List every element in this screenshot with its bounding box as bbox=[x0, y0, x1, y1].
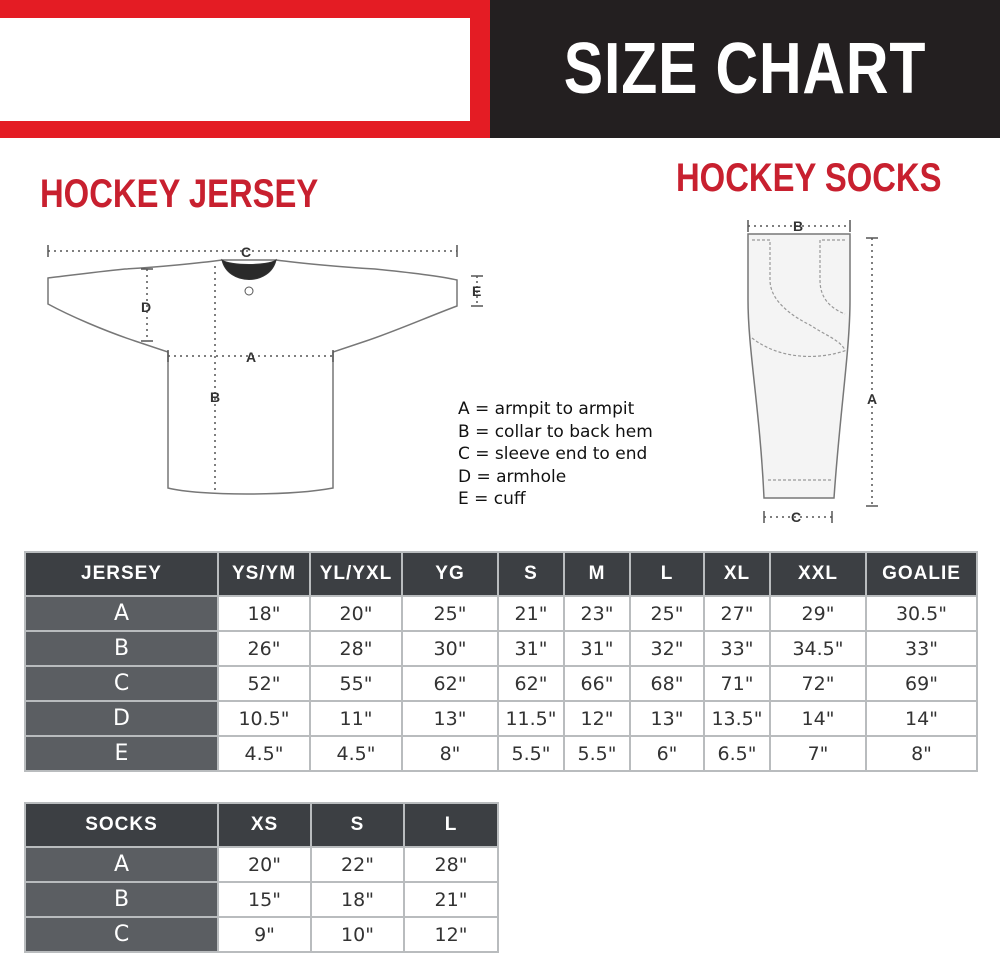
column-header: YL/YXL bbox=[310, 552, 402, 596]
table-cell: 33" bbox=[866, 631, 977, 666]
column-header: YG bbox=[402, 552, 498, 596]
row-label: C bbox=[25, 666, 218, 701]
jersey-size-table bbox=[24, 551, 978, 772]
table-cell: 68" bbox=[630, 666, 704, 701]
table-cell: 29" bbox=[770, 596, 866, 631]
row-label: A bbox=[25, 596, 218, 631]
table-cell: 71" bbox=[704, 666, 770, 701]
measurement-legend bbox=[458, 398, 653, 511]
table-cell: 31" bbox=[498, 631, 564, 666]
table-cell: 18" bbox=[311, 882, 404, 917]
table-cell: 5.5" bbox=[498, 736, 564, 771]
column-header: YS/YM bbox=[218, 552, 310, 596]
table-cell: 8" bbox=[866, 736, 977, 771]
column-header: L bbox=[630, 552, 704, 596]
jersey-label-a: A bbox=[246, 349, 257, 365]
table-cell: 26" bbox=[218, 631, 310, 666]
table-cell: 4.5" bbox=[218, 736, 310, 771]
table-cell: 22" bbox=[311, 847, 404, 882]
table-cell: 28" bbox=[404, 847, 498, 882]
table-row bbox=[25, 701, 977, 736]
table-cell: 13" bbox=[402, 701, 498, 736]
column-header: M bbox=[564, 552, 630, 596]
page-title: SIZE CHART bbox=[563, 29, 927, 109]
table-cell: 12" bbox=[564, 701, 630, 736]
column-header: S bbox=[498, 552, 564, 596]
hockey-jersey-title: HOCKEY JERSEY bbox=[40, 172, 319, 216]
table-row bbox=[25, 666, 977, 701]
table-row bbox=[25, 596, 977, 631]
legend-item: A = armpit to armpit bbox=[458, 399, 635, 419]
table-cell: 23" bbox=[564, 596, 630, 631]
table-cell: 10" bbox=[311, 917, 404, 952]
table-cell: 66" bbox=[564, 666, 630, 701]
table-cell: 62" bbox=[498, 666, 564, 701]
table-row bbox=[25, 631, 977, 666]
socks-label-c: C bbox=[791, 509, 802, 525]
table-cell: 27" bbox=[704, 596, 770, 631]
table-corner-label: SOCKS bbox=[25, 803, 218, 847]
table-cell: 6.5" bbox=[704, 736, 770, 771]
row-label: A bbox=[25, 847, 218, 882]
table-row bbox=[25, 917, 498, 952]
table-cell: 4.5" bbox=[310, 736, 402, 771]
table-cell: 10.5" bbox=[218, 701, 310, 736]
table-cell: 52" bbox=[218, 666, 310, 701]
table-cell: 21" bbox=[404, 882, 498, 917]
jersey-label-d: D bbox=[141, 299, 152, 315]
table-cell: 9" bbox=[218, 917, 311, 952]
table-cell: 28" bbox=[310, 631, 402, 666]
row-label: C bbox=[25, 917, 218, 952]
column-header: XL bbox=[704, 552, 770, 596]
socks-label-b: B bbox=[793, 218, 804, 234]
table-cell: 30.5" bbox=[866, 596, 977, 631]
jersey-outline bbox=[48, 260, 457, 494]
legend-item: D = armhole bbox=[458, 466, 567, 487]
jersey-crest bbox=[245, 287, 253, 295]
table-cell: 8" bbox=[402, 736, 498, 771]
table-cell: 14" bbox=[770, 701, 866, 736]
jersey-label-e: E bbox=[472, 283, 482, 299]
table-cell: 13" bbox=[630, 701, 704, 736]
table-cell: 32" bbox=[630, 631, 704, 666]
column-header: S bbox=[311, 803, 404, 847]
header-blank-box bbox=[0, 18, 470, 121]
table-cell: 21" bbox=[498, 596, 564, 631]
jersey-label-c: C bbox=[241, 244, 252, 260]
table-cell: 72" bbox=[770, 666, 866, 701]
table-cell: 13.5" bbox=[704, 701, 770, 736]
table-cell: 25" bbox=[630, 596, 704, 631]
table-header-row bbox=[25, 552, 977, 596]
hockey-socks-title: HOCKEY SOCKS bbox=[676, 156, 942, 200]
row-label: B bbox=[25, 882, 218, 917]
legend-item: B = collar to back hem bbox=[458, 421, 653, 442]
table-cell: 18" bbox=[218, 596, 310, 631]
table-cell: 31" bbox=[564, 631, 630, 666]
table-cell: 20" bbox=[310, 596, 402, 631]
table-cell: 12" bbox=[404, 917, 498, 952]
table-row bbox=[25, 847, 498, 882]
table-cell: 69" bbox=[866, 666, 977, 701]
socks-label-a: A bbox=[867, 391, 878, 407]
table-cell: 7" bbox=[770, 736, 866, 771]
table-cell: 62" bbox=[402, 666, 498, 701]
jersey-label-b: B bbox=[210, 389, 221, 405]
table-cell: 25" bbox=[402, 596, 498, 631]
column-header: XS bbox=[218, 803, 311, 847]
table-cell: 14" bbox=[866, 701, 977, 736]
table-cell: 15" bbox=[218, 882, 311, 917]
table-cell: 11.5" bbox=[498, 701, 564, 736]
table-row bbox=[25, 736, 977, 771]
table-cell: 55" bbox=[310, 666, 402, 701]
socks-size-table bbox=[24, 802, 499, 953]
table-header-row bbox=[25, 803, 498, 847]
row-label: D bbox=[25, 701, 218, 736]
column-header: XXL bbox=[770, 552, 866, 596]
column-header: L bbox=[404, 803, 498, 847]
table-cell: 5.5" bbox=[564, 736, 630, 771]
table-corner-label: JERSEY bbox=[25, 552, 218, 596]
column-header: GOALIE bbox=[866, 552, 977, 596]
table-cell: 6" bbox=[630, 736, 704, 771]
table-row bbox=[25, 882, 498, 917]
row-label: B bbox=[25, 631, 218, 666]
table-cell: 30" bbox=[402, 631, 498, 666]
legend-item: E = cuff bbox=[458, 489, 526, 509]
row-label: E bbox=[25, 736, 218, 771]
table-cell: 11" bbox=[310, 701, 402, 736]
table-cell: 34.5" bbox=[770, 631, 866, 666]
table-cell: 33" bbox=[704, 631, 770, 666]
jersey-diagram bbox=[0, 236, 480, 506]
sock-outline bbox=[748, 234, 850, 498]
socks-diagram bbox=[740, 210, 900, 530]
table-cell: 20" bbox=[218, 847, 311, 882]
legend-item: C = sleeve end to end bbox=[458, 444, 648, 464]
